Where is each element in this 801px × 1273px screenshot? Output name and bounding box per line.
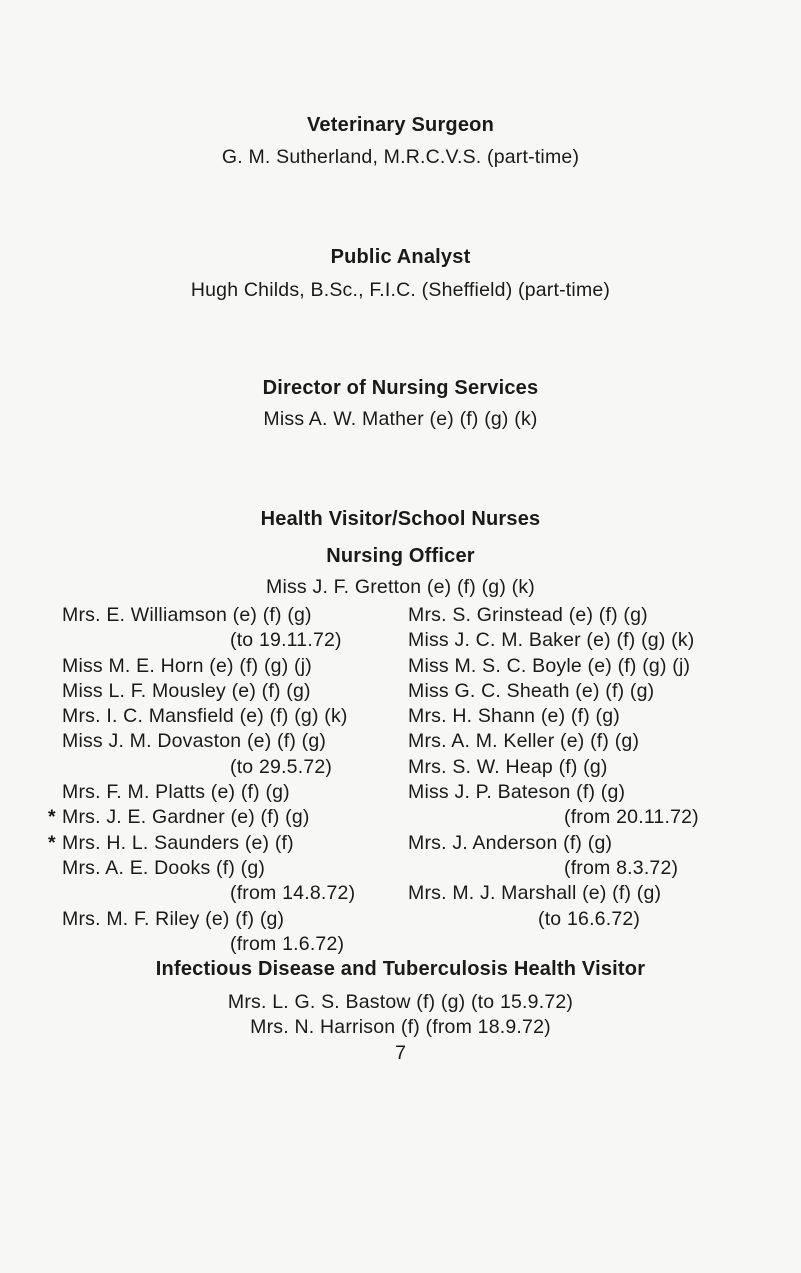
vet-heading: Veterinary Surgeon xyxy=(307,114,494,136)
list-item: (from 20.11.72) xyxy=(564,806,699,829)
list-item: Mrs. I. C. Mansfield (e) (f) (g) (k) xyxy=(62,705,348,728)
infectious-line: Mrs. L. G. S. Bastow (f) (g) (to 15.9.72) xyxy=(227,991,574,1013)
list-item: (to 16.6.72) xyxy=(538,907,641,930)
list-item: Mrs. H. Shann (e) (f) (g) xyxy=(408,705,620,728)
list-item: Miss M. S. C. Boyle (e) (f) (g) (j) xyxy=(408,654,691,677)
list-item: Mrs. M. F. Riley (e) (f) (g) xyxy=(62,907,285,930)
nursing-director-line: Miss A. W. Mather (e) (f) (g) (k) xyxy=(263,408,538,430)
list-item: (to 19.11.72) xyxy=(230,629,342,652)
list-item: Mrs. J. Anderson (f) (g) xyxy=(408,831,613,854)
list-item: (to 29.5.72) xyxy=(230,755,333,778)
list-item: Miss J. M. Dovaston (e) (f) (g) xyxy=(62,730,327,753)
list-item-starred: * Mrs. J. E. Gardner (e) (f) (g) xyxy=(48,806,310,829)
list-item-text: Mrs. J. E. Gardner (e) (f) (g) xyxy=(62,806,310,829)
list-item: Mrs. F. M. Platts (e) (f) (g) xyxy=(62,781,290,804)
list-item: Mrs. S. Grinstead (e) (f) (g) xyxy=(408,604,648,626)
analyst-heading: Public Analyst xyxy=(330,246,471,268)
page-number: 7 xyxy=(395,1042,406,1064)
health-visitors-heading: Health Visitor/School Nurses xyxy=(260,508,541,530)
list-item: (from 1.6.72) xyxy=(230,932,345,955)
list-item: Miss J. C. M. Baker (e) (f) (g) (k) xyxy=(408,629,695,652)
infectious-heading: Infectious Disease and Tuberculosis Health Visitor xyxy=(155,958,646,980)
nurses-left-column xyxy=(48,603,356,957)
list-item: Miss M. E. Horn (e) (f) (g) (j) xyxy=(62,654,312,677)
infectious-line: Mrs. N. Harrison (f) (from 18.9.72) xyxy=(250,1016,551,1038)
nursing-officer-heading: Nursing Officer xyxy=(326,545,475,567)
vet-line: G. M. Sutherland, M.R.C.V.S. (part-time) xyxy=(221,146,580,168)
list-item: Mrs. M. J. Marshall (e) (f) (g) xyxy=(408,882,662,905)
analyst-line: Hugh Childs, B.Sc., F.I.C. (Sheffield) (part-time) xyxy=(190,279,611,301)
list-item-text: Mrs. H. L. Saunders (e) (f) xyxy=(62,831,294,854)
list-item: (from 14.8.72) xyxy=(230,882,356,905)
list-item: (from 8.3.72) xyxy=(564,856,679,879)
list-item: Mrs. E. Williamson (e) (f) (g) xyxy=(62,604,312,626)
list-item-starred: * Mrs. H. L. Saunders (e) (f) xyxy=(48,831,294,854)
list-item: Miss L. F. Mousley (e) (f) (g) xyxy=(62,679,311,702)
nurses-right-column xyxy=(408,603,699,932)
list-item: Miss G. C. Sheath (e) (f) (g) xyxy=(408,679,655,702)
nursing-director-heading: Director of Nursing Services xyxy=(262,377,539,399)
list-item: Miss J. P. Bateson (f) (g) xyxy=(408,781,626,804)
list-item: Mrs. A. M. Keller (e) (f) (g) xyxy=(408,730,640,753)
list-item: Mrs. S. W. Heap (f) (g) xyxy=(408,755,608,778)
list-item: Mrs. A. E. Dooks (f) (g) xyxy=(62,856,266,879)
nursing-officer-line: Miss J. F. Gretton (e) (f) (g) (k) xyxy=(266,576,535,598)
